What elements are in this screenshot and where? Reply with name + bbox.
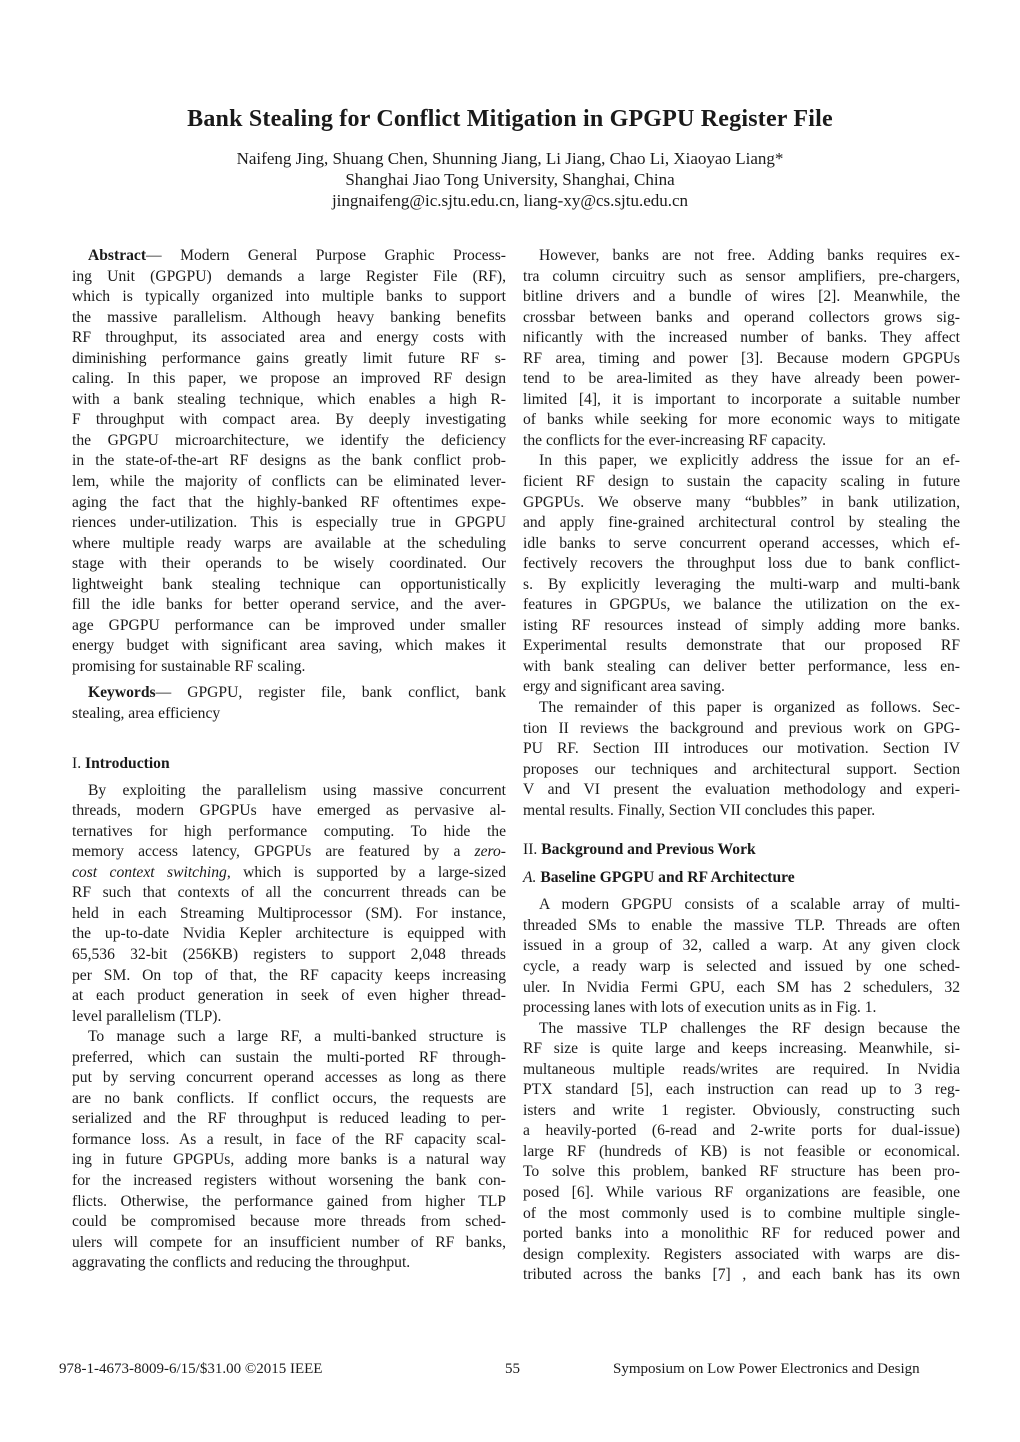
- text-line: at each product generation in seek of even higher thread-: [72, 987, 506, 1005]
- text-line: ternatives for high performance computing. To hide the: [72, 822, 506, 840]
- text-line: of the most commonly used is to combine multiple single-: [523, 1204, 960, 1222]
- text-line: multaneous multiple reads/writes are required. In Nvidia: [523, 1060, 960, 1078]
- text-line: fectively recovers the throughput loss due to bank conflict-: [523, 555, 960, 573]
- text-line: which is typically organized into multiple banks to support: [72, 288, 506, 306]
- text-line: RF such that contexts of all the concurrent threads can be: [72, 884, 506, 902]
- text-line: PU RF. Section III introduces our motivation. Section IV: [523, 740, 960, 758]
- text-line: serialized and the RF throughput is reduced leading to per-: [72, 1110, 506, 1128]
- text-line: RF size is quite large and keeps increasing. Meanwhile, si-: [523, 1040, 960, 1058]
- text-line: age GPGPU performance can be improved under smaller: [72, 616, 506, 634]
- text-line: design complexity. Registers associated with warps are dis-: [523, 1245, 960, 1263]
- text-line: The remainder of this paper is organized as follows. Sec-: [539, 699, 960, 717]
- text-line: ergy and significant area saving.: [523, 678, 725, 696]
- text-line: uler. In Nvidia Fermi GPU, each SM has 2 schedulers, 32: [523, 978, 960, 996]
- intro-paragraph-3: [523, 246, 960, 451]
- text-line: and apply fine-grained architectural control by stealing the: [523, 514, 960, 532]
- text-line: put by serving concurrent operand accesses as long as there: [72, 1069, 506, 1087]
- text-line: s. By explicitly leveraging the multi-warp and multi-bank: [523, 575, 960, 593]
- text-line: The massive TLP challenges the RF design because the: [539, 1019, 960, 1037]
- page-number: 55: [505, 1361, 520, 1377]
- text-line: held in each Streaming Multiprocessor (SM). For instance,: [72, 904, 506, 922]
- text-line: the conflicts for the ever-increasing RF capacity.: [523, 431, 827, 449]
- copyright-notice: 978-1-4673-8009-6/15/$31.00 ©2015 IEEE: [59, 1361, 323, 1377]
- intro-paragraph-2: [72, 1027, 506, 1274]
- venue-name: Symposium on Low Power Electronics and Design: [613, 1361, 920, 1377]
- text-line: memory access latency, GPGPUs are featured by a zero-: [72, 843, 506, 861]
- text-line: level parallelism (TLP).: [72, 1007, 222, 1025]
- text-line: To manage such a large RF, a multi-banked structure is: [88, 1028, 506, 1046]
- text-line: of banks while seeking for more economic ways to mitigate: [523, 411, 960, 429]
- text-line: bitline drivers and a bundle of wires [2]. Meanwhile, the: [523, 288, 960, 306]
- text-line: tend to be area-limited as they have already been power-: [523, 370, 960, 388]
- text-line: fill the idle banks for better operand service, and the aver-: [72, 596, 506, 614]
- text-line: In this paper, we explicitly address the issue for an ef-: [539, 452, 960, 470]
- text-line: mental results. Finally, Section VII concludes this paper.: [523, 801, 876, 819]
- text-line: crossbar between banks and operand collectors grows sig-: [523, 308, 960, 326]
- subsection-heading-baseline: A. Baseline GPGPU and RF Architecture: [523, 869, 795, 887]
- text-line: the GPGPU microarchitecture, we identify the deficiency: [72, 431, 506, 449]
- text-line: the massive parallelism. Although heavy banking benefits: [72, 308, 506, 326]
- text-line: processing lanes with lots of execution units as in Fig. 1.: [523, 999, 877, 1017]
- text-line: for the increased registers without worsening the bank con-: [72, 1171, 506, 1189]
- text-line: isting RF resources instead of simply adding more banks.: [523, 616, 960, 634]
- text-line: could be compromised because more threads from sched-: [72, 1213, 506, 1231]
- intro-paragraph-5: [523, 698, 960, 821]
- left-column: [72, 246, 506, 1274]
- text-line: V and VI present the evaluation methodology and experi-: [523, 781, 960, 799]
- abstract: Abstract— Modern General Purpose Graphic Process- ing Unit (GPGPU) demands a large Register File (RF), which is typically organized into multiple banks to support the massive parallelism. Although heavy banking benefits RF throughput, its associated area and energy costs with diminishing performance gains greatly limit future RF s- caling. In this paper, we propose an improved RF design with a bank stealing technique, which enables a high R- F throughput with compact area. By deeply investigating the GPGPU microarchitecture, we identify the deficiency in the state-of-the-art RF designs as the bank conflict prob- lem, while the majority of conflicts can be eliminated lever- aging the fact that the highly-banked RF oftentimes expe- riences under-utilization. This is especially true in GPGPU where multiple ready warps are available at the scheduling stage with their operands to be wisely coordinated. Our lightweight bank stealing technique can opportunistically fill the idle banks for better operand service, and the aver- age GPGPU performance can be improved under smaller energy budget with significant area saving, which makes it promising for sustainable RF scaling.: [72, 246, 506, 677]
- text-line: preferred, which can sustain the multi-ported RF through-: [72, 1048, 506, 1066]
- text-line: lem, while the majority of conflicts can be eliminated lever-: [72, 473, 506, 491]
- intro-paragraph-4: [523, 451, 960, 698]
- author-affiliation: Shanghai Jiao Tong University, Shanghai, China: [345, 170, 675, 189]
- text-line: are no bank conflicts. If conflict occurs, the requests are: [72, 1089, 506, 1107]
- author-block: [0, 148, 1020, 211]
- text-line: F throughput with compact area. By deeply investigating: [72, 411, 506, 429]
- text-line: nificantly with the increased number of banks. They affect: [523, 329, 960, 347]
- text-line: idle banks to serve concurrent operand accesses, which ef-: [523, 534, 960, 552]
- text-line: By exploiting the parallelism using massive concurrent: [88, 781, 506, 799]
- right-column: [523, 246, 960, 1286]
- text-line: caling. In this paper, we propose an improved RF design: [72, 370, 506, 388]
- text-line: ficient RF design to sustain the capacity scaling in future: [523, 473, 960, 491]
- text-line: PTX standard [5], each instruction can read up to 3 reg-: [523, 1081, 960, 1099]
- text-line: with bank stealing can deliver better performance, less en-: [523, 657, 960, 675]
- text-line: To solve this problem, banked RF structure has been pro-: [523, 1163, 960, 1181]
- text-line: ing Unit (GPGPU) demands a large Register File (RF),: [72, 267, 506, 285]
- paper-title: Bank Stealing for Conflict Mitigation in GPGPU Register File: [187, 106, 833, 132]
- author-names: Naifeng Jing, Shuang Chen, Shunning Jiang, Li Jiang, Chao Li, Xiaoyao Liang*: [236, 149, 784, 168]
- text-line: RF area, timing and power [3]. Because modern GPGPUs: [523, 349, 960, 367]
- background-paragraph-2: [523, 1019, 960, 1286]
- text-line: per SM. On top of that, the RF capacity keeps increasing: [72, 966, 506, 984]
- text-line: aggravating the conflicts and reducing the throughput.: [72, 1254, 411, 1272]
- text-line: with a bank stealing technique, which enables a high R-: [72, 390, 506, 408]
- text-line: ulers will compete for an insufficient number of RF banks,: [72, 1233, 506, 1251]
- text-line: diminishing performance gains greatly limit future RF s-: [72, 349, 506, 367]
- text-line: proposes our techniques and architectural support. Section: [523, 760, 960, 778]
- section-heading-introduction: I. Introduction: [72, 754, 170, 772]
- text-line: A modern GPGPU consists of a scalable array of multi-: [539, 896, 960, 914]
- text-line: 65,536 32-bit (256KB) registers to support 2,048 threads: [72, 945, 506, 963]
- keywords: Keywords— GPGPU, register file, bank conflict, bank stealing, area efficiency: [72, 684, 506, 723]
- text-line: where multiple ready warps are available at the scheduling: [72, 534, 506, 552]
- text-line: isters and write 1 register. Obviously, constructing such: [523, 1101, 960, 1119]
- author-emails: jingnaifeng@ic.sjtu.edu.cn, liang-xy@cs.sjtu.edu.cn: [331, 191, 689, 210]
- text-line: cycle, a ready warp is selected and issued by one sched-: [523, 957, 960, 975]
- background-paragraph-1: [523, 895, 960, 1018]
- text-line: tributed across the banks [7] , and each bank has its own: [523, 1266, 960, 1284]
- text-line: large RF (hundreds of KB) is not feasible or economical.: [523, 1142, 960, 1160]
- text-line: RF throughput, its associated area and energy costs with: [72, 329, 506, 347]
- text-line: formance loss. As a result, in face of the RF capacity scal-: [72, 1130, 506, 1148]
- text-line: tion II reviews the background and previous work on GPG-: [523, 719, 960, 737]
- intro-paragraph-1: By exploiting the parallelism using massive concurrent threads, modern GPGPUs have emerged as pervasive al- ternatives for high performance computing. To hide the memory access latency, GPGPUs are featured by a zero- cost context switching, which is supported by a large-sized RF such that contexts of all the concurrent threads can be held in each Streaming Multiprocessor (SM). For instance, the up-to-date Nvidia Kepler architecture is equipped with 65,536 32-bit (256KB) registers to support 2,048 threads per SM. On top of that, the RF capacity keeps increasing at each product generation in seek of even higher thread- level parallelism (TLP).: [72, 781, 506, 1028]
- text-line: threads, modern GPGPUs have emerged as pervasive al-: [72, 802, 506, 820]
- text-line: stage with their operands to be wisely coordinated. Our: [72, 555, 506, 573]
- text-line: flicts. Otherwise, the performance gained from higher TLP: [72, 1192, 506, 1210]
- text-line: tra column circuitry such as sensor amplifiers, pre-chargers,: [523, 267, 960, 285]
- text-line: in the state-of-the-art RF designs as the bank conflict prob-: [72, 452, 506, 470]
- text-line: ing in future GPGPUs, adding more banks is a natural way: [72, 1151, 506, 1169]
- text-line: promising for sustainable RF scaling.: [72, 657, 306, 675]
- text-line: energy budget with significant area saving, which makes it: [72, 637, 506, 655]
- text-line: features in GPGPUs, we balance the utilization on the ex-: [523, 596, 960, 614]
- text-line: riences under-utilization. This is especially true in GPGPU: [72, 514, 506, 532]
- text-line: GPGPUs. We observe many “bubbles” in bank utilization,: [523, 493, 960, 511]
- text-line: aging the fact that the highly-banked RF oftentimes expe-: [72, 493, 506, 511]
- text-line: lightweight bank stealing technique can opportunistically: [72, 575, 506, 593]
- text-line: threaded SMs to enable the massive TLP. Threads are often: [523, 916, 960, 934]
- text-line: a heavily-ported (6-read and 2-write ports for dual-issue): [523, 1122, 960, 1140]
- keywords-label: Keywords: [88, 684, 156, 702]
- text-line: However, banks are not free. Adding banks requires ex-: [539, 247, 960, 264]
- text-line: issued in a group of 32, called a warp. At any given clock: [523, 937, 960, 955]
- abstract-label: Abstract: [88, 247, 147, 264]
- text-line: the up-to-date Nvidia Kepler architecture is equipped with: [72, 925, 506, 943]
- text-line: ported banks into a monolithic RF for reduced power and: [523, 1225, 960, 1243]
- section-heading-background: II. Background and Previous Work: [523, 841, 756, 859]
- text-line: limited [4], it is important to incorporate a suitable number: [523, 390, 960, 408]
- text-line: Experimental results demonstrate that our proposed RF: [523, 637, 960, 655]
- text-line: posed [6]. While various RF organizations are feasible, one: [523, 1183, 960, 1201]
